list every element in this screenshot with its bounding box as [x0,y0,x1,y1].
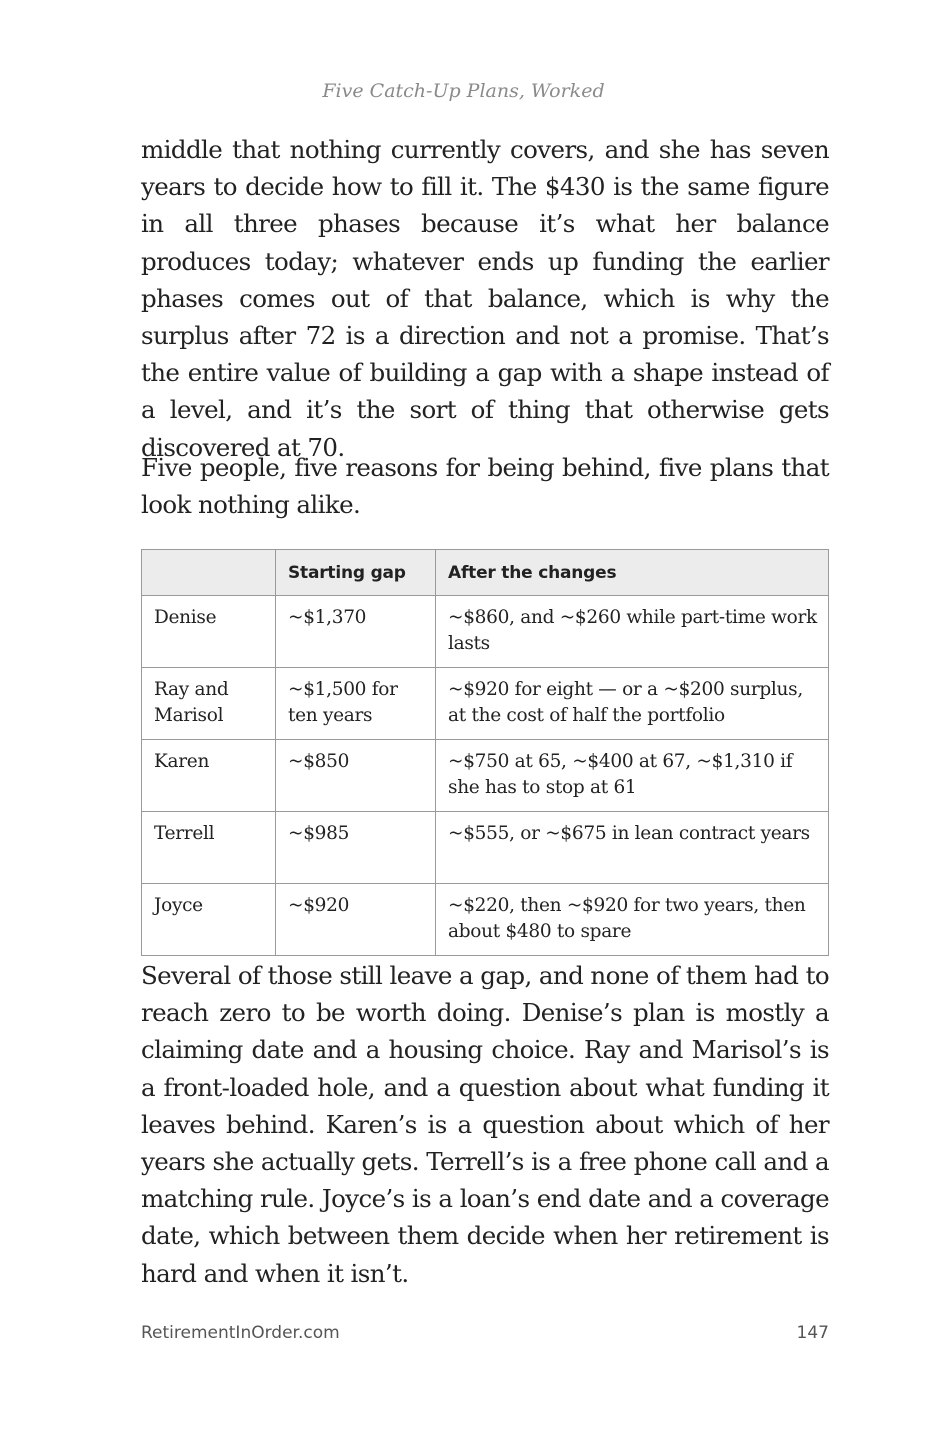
summary-table [141,549,829,956]
body-paragraph-3: Several of those still leave a gap, and none of them had to reach zero to be worth doing. Denise’s plan is mostly a claiming date and a housing choice. Ray and Marisol’s is a front-loaded hole, and a question about what funding it leaves behind. Karen’s is a question about which of her years she actually gets. Terrell’s is a free phone call and a matching rule. Joyce’s is a loan’s end date and a coverage date, which between them decide when her retirement is hard and when it isn’t. [141,961,829,1288]
table-header-cell: After the changes [436,550,829,596]
table-header-cell: Starting gap [276,550,436,596]
table-cell-starting-gap: ~$985 [276,812,436,884]
footer-site-name: RetirementInOrder.com [141,1323,340,1343]
table-row [142,596,829,668]
table-row [142,884,829,956]
table-cell-starting-gap: ~$850 [276,740,436,812]
table-cell-after-changes: ~$750 at 65, ~$400 at 67, ~$1,310 if she has to stop at 61 [436,740,829,812]
table-cell-starting-gap: ~$1,370 [276,596,436,668]
table-row [142,668,829,740]
body-paragraph-1: middle that nothing currently covers, and she has seven years to decide how to fill it. The $430 is the same figure in all three phases because it’s what her balance produces today; whatever ends up funding the earlier phases comes out of that balance, which is why the surplus after 72 is a direction and not a promise. That’s the entire value of building a gap with a shape instead of a level, and it’s the sort of thing that otherwise gets discovered at 70. [141,135,829,462]
table-cell-starting-gap: ~$920 [276,884,436,956]
table-cell-after-changes: ~$920 for eight — or a ~$200 surplus, at the cost of half the portfolio [436,668,829,740]
table-row [142,812,829,884]
table-cell-name: Terrell [142,812,276,884]
table-cell-starting-gap: ~$1,500 for ten years [276,668,436,740]
table-header-row [142,550,829,596]
table-cell-after-changes: ~$555, or ~$675 in lean contract years [436,812,829,884]
table-header-cell [142,550,276,596]
table-cell-name: Ray and Marisol [142,668,276,740]
running-head: Five Catch-Up Plans, Worked [322,80,605,102]
table-cell-name: Karen [142,740,276,812]
table-cell-name: Joyce [142,884,276,956]
page-number: 147 [796,1323,829,1343]
table-cell-name: Denise [142,596,276,668]
body-paragraph-2: Five people, five reasons for being behind, five plans that look nothing alike. [141,453,829,520]
table-cell-after-changes: ~$860, and ~$260 while part-time work lasts [436,596,829,668]
table-cell-after-changes: ~$220, then ~$920 for two years, then about $480 to spare [436,884,829,956]
table-row [142,740,829,812]
